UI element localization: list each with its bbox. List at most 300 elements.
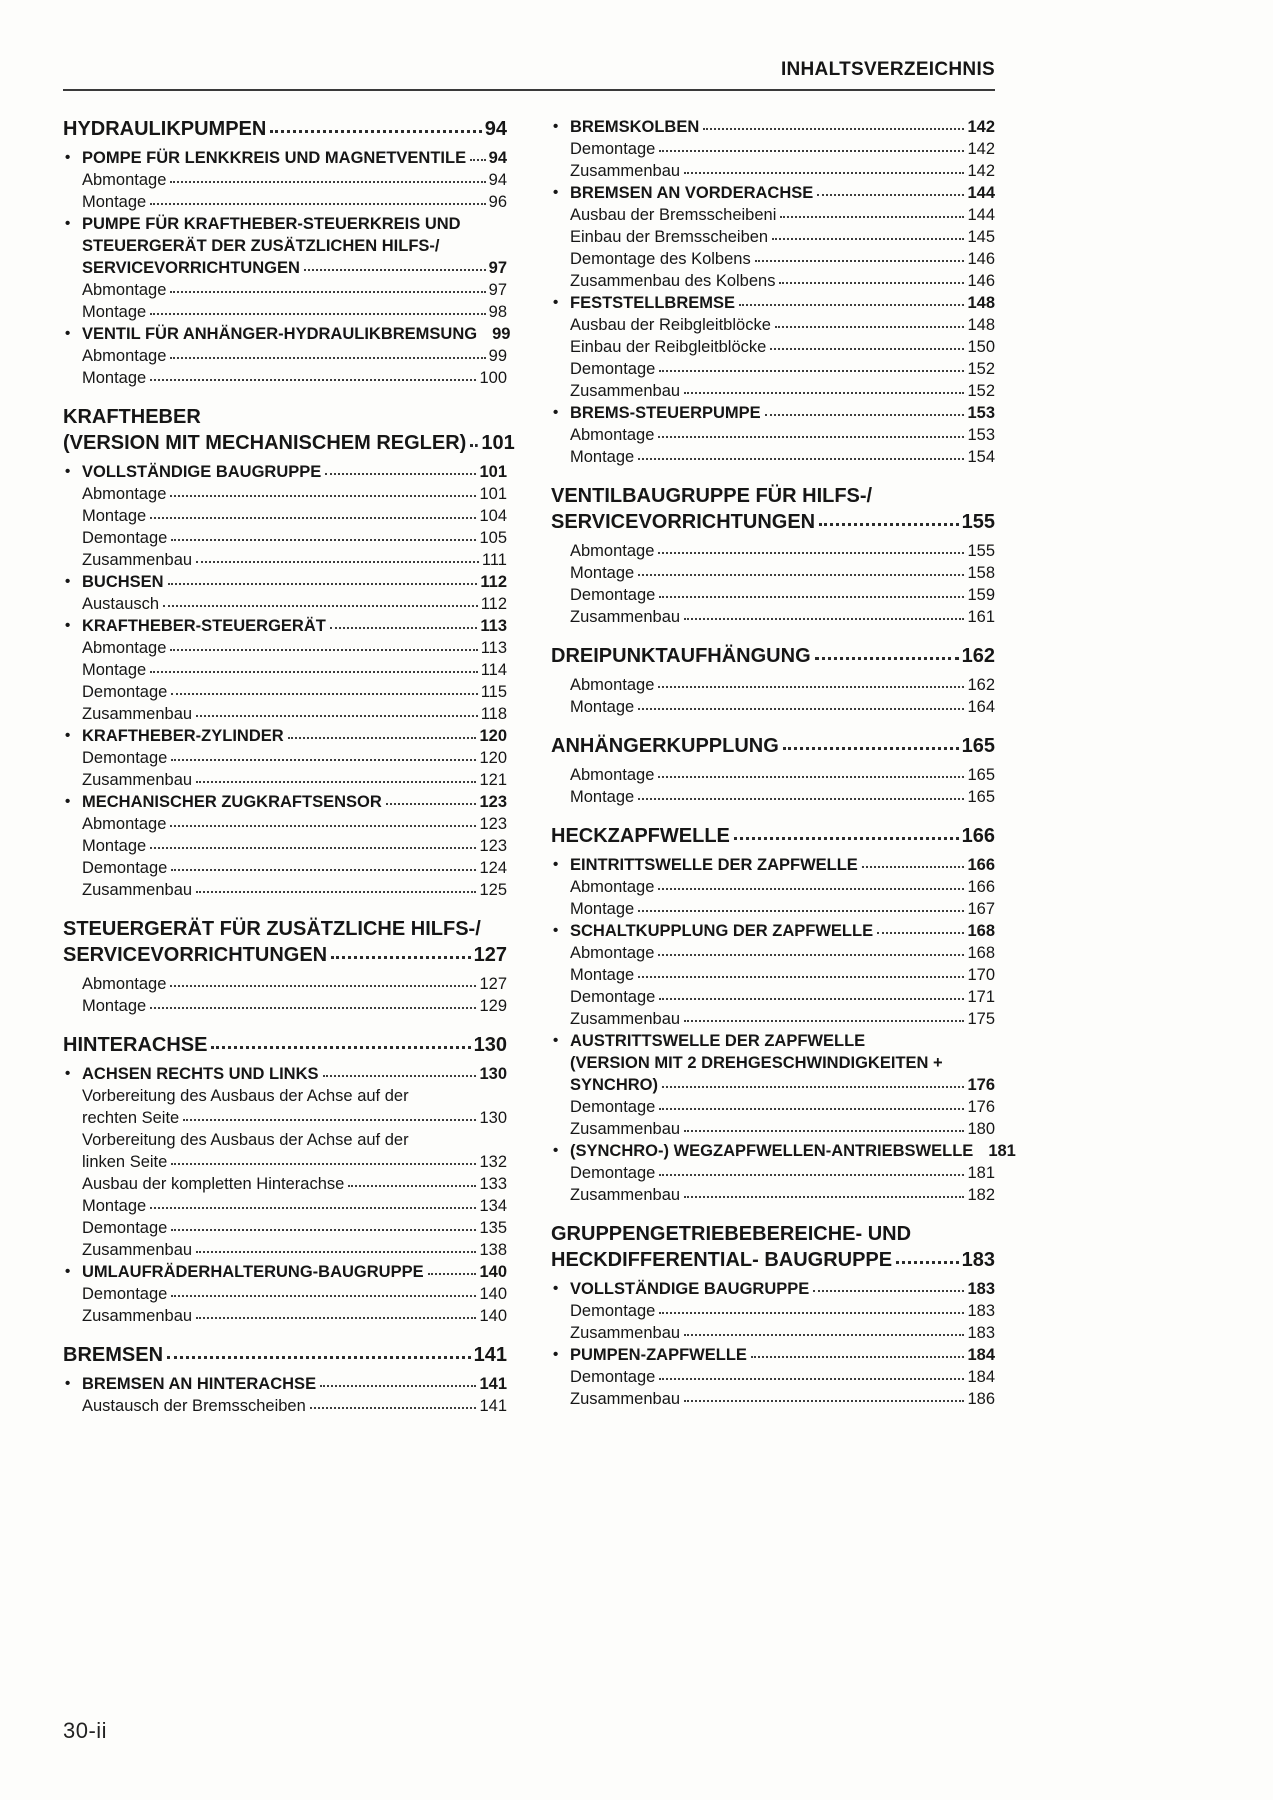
dot-leader: [331, 956, 471, 959]
entry-label: Demontage: [570, 360, 656, 378]
entry-label: Zusammenbau des Kolbens: [570, 272, 776, 290]
toc-entry: [551, 854, 995, 876]
page-number: 94: [488, 171, 507, 189]
toc-entry-line: [63, 995, 507, 1017]
entry-label: Montage: [570, 788, 635, 806]
toc-entry-line: [551, 1140, 1016, 1162]
page-number: 130: [473, 1034, 507, 1056]
toc-entry-line: [63, 942, 507, 968]
entry-label: PUMPEN-ZAPFWELLE: [570, 1346, 747, 1364]
toc-entry-line: [551, 823, 995, 849]
toc-entry: [551, 876, 995, 898]
toc-entry-line: [551, 248, 995, 270]
toc-entry: [551, 1221, 995, 1273]
page-number: 145: [967, 228, 995, 246]
page-number: 124: [479, 859, 507, 877]
page-number: 165: [967, 788, 995, 806]
dot-leader: [171, 1229, 476, 1231]
page-number: 168: [967, 922, 995, 940]
entry-label: VENTILBAUGRUPPE FÜR HILFS-/: [551, 485, 873, 507]
toc-entry: [551, 674, 995, 696]
page-number: 141: [479, 1397, 507, 1415]
entry-label: Abmontage: [82, 281, 167, 299]
dot-leader: [739, 304, 964, 306]
entry-label: Demontage: [82, 529, 168, 547]
toc-entry: [63, 916, 507, 968]
page-number: 142: [967, 140, 995, 158]
toc-entry: [551, 1300, 995, 1322]
toc-entry: [551, 204, 995, 226]
entry-label: HECKDIFFERENTIAL- BAUGRUPPE: [551, 1249, 893, 1271]
dot-leader: [755, 260, 965, 262]
dot-leader: [684, 1334, 964, 1336]
toc-entry: [63, 703, 507, 725]
page-number: 152: [967, 360, 995, 378]
dot-leader: [659, 1312, 964, 1314]
toc-entry: [63, 1283, 507, 1305]
page-number: 134: [479, 1197, 507, 1215]
toc-entry-line: [551, 1096, 995, 1118]
page-number: 98: [488, 303, 507, 321]
toc-entry: [551, 562, 995, 584]
toc-entry: [63, 527, 507, 549]
toc-entry-line: [63, 301, 507, 323]
entry-label: Demontage: [570, 1368, 656, 1386]
dot-leader: [775, 326, 965, 328]
toc-entry-line: [551, 876, 995, 898]
toc-entry-line: [551, 562, 995, 584]
toc-entry-line: [551, 358, 995, 380]
toc-entry: [63, 116, 507, 142]
toc-entry: [63, 791, 507, 813]
dot-leader: [862, 866, 965, 868]
entry-label: FESTSTELLBREMSE: [570, 294, 736, 312]
page-number: 101: [481, 432, 515, 454]
toc-entry-line: [63, 235, 507, 257]
entry-label: MECHANISCHER ZUGKRAFTSENSOR: [82, 793, 382, 811]
dot-leader: [170, 357, 485, 359]
toc-entry-line: [63, 747, 507, 769]
toc-entry: [63, 995, 507, 1017]
toc-entry: [551, 1322, 995, 1344]
page-number: 144: [967, 184, 995, 202]
toc-entry-line: [551, 116, 995, 138]
entry-label: PUMPE FÜR KRAFTHEBER-STEUERKREIS UND: [82, 215, 461, 233]
toc-entry: [63, 1063, 507, 1085]
toc-columns: [63, 116, 1016, 1417]
entry-label: Abmontage: [82, 485, 167, 503]
toc-entry-line: [63, 593, 507, 615]
toc-entry: [551, 964, 995, 986]
page-number: 176: [967, 1098, 995, 1116]
toc-entry-line: [551, 509, 995, 535]
page-number: 123: [479, 793, 507, 811]
dot-leader: [320, 1385, 476, 1387]
toc-entry: [63, 813, 507, 835]
toc-entry-line: [63, 1173, 507, 1195]
entry-label: EINTRITTSWELLE DER ZAPFWELLE: [570, 856, 858, 874]
page-number: 181: [967, 1164, 995, 1182]
entry-label: Abmontage: [82, 975, 167, 993]
dot-leader: [638, 910, 964, 912]
toc-entry-line: [551, 854, 995, 876]
bullet-icon: •: [65, 793, 71, 810]
toc-entry: [551, 226, 995, 248]
entry-label: Abmontage: [570, 426, 655, 444]
entry-label: Austausch: [82, 595, 160, 613]
toc-entry: [63, 857, 507, 879]
dot-leader: [703, 128, 964, 130]
toc-entry-line: [63, 527, 507, 549]
entry-label: Montage: [82, 1197, 147, 1215]
dot-leader: [196, 1317, 476, 1319]
entry-label: Ausbau der Reibgleitblöcke: [570, 316, 771, 334]
page-number: 148: [967, 294, 995, 312]
toc-entry-line: [63, 1305, 507, 1327]
page-number: 167: [967, 900, 995, 918]
page-number: 146: [967, 272, 995, 290]
dot-leader: [658, 954, 964, 956]
page-number: 166: [967, 856, 995, 874]
dot-leader: [658, 888, 964, 890]
toc-entry-line: [63, 147, 507, 169]
dot-leader: [684, 1020, 964, 1022]
entry-label: Demontage: [82, 1285, 168, 1303]
entry-label: Zusammenbau: [82, 771, 193, 789]
toc-entry-line: [63, 430, 515, 456]
entry-label: Demontage: [570, 988, 656, 1006]
toc-entry: [63, 835, 507, 857]
dot-leader: [659, 370, 964, 372]
dot-leader: [171, 869, 476, 871]
entry-label: HECKZAPFWELLE: [551, 825, 730, 847]
dot-leader: [770, 348, 964, 350]
toc-entry: [551, 584, 995, 606]
toc-entry: [63, 213, 507, 279]
page-number: 165: [961, 735, 995, 757]
toc-entry: [551, 1162, 995, 1184]
entry-label: BREMSEN AN HINTERACHSE: [82, 1375, 317, 1393]
page-number: 94: [484, 118, 507, 140]
toc-entry-line: [551, 446, 995, 468]
toc-entry-line: [63, 1063, 507, 1085]
toc-entry-line: [63, 703, 507, 725]
entry-label: AUSTRITTSWELLE DER ZAPFWELLE: [570, 1032, 866, 1050]
toc-entry-line: [63, 637, 507, 659]
dot-leader: [196, 781, 476, 783]
page-number: 123: [479, 815, 507, 833]
toc-entry: [63, 973, 507, 995]
entry-label: Vorbereitung des Ausbaus der Achse auf der: [82, 1131, 409, 1149]
page-number: 161: [967, 608, 995, 626]
entry-label: Zusammenbau: [82, 705, 193, 723]
toc-entry: [63, 301, 507, 323]
entry-label: SYNCHRO): [570, 1076, 659, 1094]
toc-entry-line: [551, 204, 995, 226]
toc-entry-line: [551, 1278, 995, 1300]
toc-entry-line: [63, 769, 507, 791]
page-number: 155: [967, 542, 995, 560]
page-number: 120: [479, 727, 507, 745]
entry-label: Abmontage: [570, 878, 655, 896]
toc-entry: [551, 248, 995, 270]
toc-entry: [63, 404, 515, 456]
bullet-icon: •: [553, 1142, 559, 1159]
dot-leader: [658, 436, 964, 438]
toc-entry-line: [63, 835, 507, 857]
bullet-icon: •: [65, 215, 71, 232]
toc-entry-line: [551, 1030, 995, 1052]
page-number: 133: [479, 1175, 507, 1193]
page-number: 159: [967, 586, 995, 604]
toc-entry: [63, 725, 507, 747]
page-number: 96: [488, 193, 507, 211]
page-number: 154: [967, 448, 995, 466]
entry-label: SERVICEVORRICHTUNGEN: [63, 944, 328, 966]
entry-label: UMLAUFRÄDERHALTERUNG-BAUGRUPPE: [82, 1263, 424, 1281]
dot-leader: [765, 414, 965, 416]
page-number: 166: [967, 878, 995, 896]
entry-label: SERVICEVORRICHTUNGEN: [551, 511, 816, 533]
entry-label: SCHALTKUPPLUNG DER ZAPFWELLE: [570, 922, 874, 940]
entry-label: Demontage: [570, 140, 656, 158]
entry-label: Montage: [570, 900, 635, 918]
toc-entry: [551, 643, 995, 669]
entry-label: BUCHSEN: [82, 573, 164, 591]
dot-leader: [659, 150, 964, 152]
page-number: 138: [479, 1241, 507, 1259]
entry-label: Montage: [570, 966, 635, 984]
dot-leader: [780, 216, 964, 218]
page-number: 101: [479, 463, 507, 481]
toc-entry: [63, 1342, 507, 1368]
toc-entry: [551, 483, 995, 535]
page-number: 127: [473, 944, 507, 966]
header-rule: [63, 89, 995, 91]
toc-entry: [551, 1184, 995, 1206]
page-number: 113: [480, 617, 507, 635]
page-number: 135: [479, 1219, 507, 1237]
toc-entry-line: [63, 1395, 507, 1417]
entry-label: Demontage: [82, 683, 168, 701]
dot-leader: [751, 1356, 965, 1358]
bullet-icon: •: [553, 294, 559, 311]
dot-leader: [817, 194, 964, 196]
page-number: 183: [967, 1324, 995, 1342]
page-number: 182: [967, 1186, 995, 1204]
toc-entry: [551, 1096, 995, 1118]
entry-label: Vorbereitung des Ausbaus der Achse auf der: [82, 1087, 409, 1105]
toc-entry: [551, 402, 995, 424]
dot-leader: [348, 1185, 476, 1187]
bullet-icon: •: [553, 1280, 559, 1297]
page-number: 166: [961, 825, 995, 847]
dot-leader: [170, 495, 476, 497]
entry-label: Zusammenbau: [570, 1120, 681, 1138]
toc-entry-line: [63, 857, 507, 879]
toc-entry-line: [63, 615, 507, 637]
toc-entry-line: [551, 483, 995, 509]
toc-entry: [63, 1032, 507, 1058]
entry-label: rechten Seite: [82, 1109, 180, 1127]
toc-entry-line: [63, 1129, 507, 1151]
toc-entry-line: [63, 571, 507, 593]
dot-leader: [813, 1290, 964, 1292]
entry-label: Montage: [82, 507, 147, 525]
toc-entry-line: [63, 1195, 507, 1217]
bullet-icon: •: [65, 1375, 71, 1392]
page-number: 100: [479, 369, 507, 387]
dot-leader: [638, 574, 964, 576]
dot-leader: [150, 847, 476, 849]
toc-entry: [63, 747, 507, 769]
dot-leader: [684, 172, 964, 174]
entry-label: Zusammenbau: [570, 1186, 681, 1204]
entry-label: Montage: [570, 448, 635, 466]
entry-label: Demontage: [82, 1219, 168, 1237]
toc-entry: [63, 483, 507, 505]
toc-entry-line: [551, 314, 995, 336]
toc-entry: [63, 1217, 507, 1239]
toc-entry-line: [63, 1085, 507, 1107]
toc-entry-line: [63, 116, 507, 142]
dot-leader: [171, 759, 476, 761]
entry-label: (SYNCHRO-) WEGZAPFWELLEN-ANTRIEBSWELLE: [570, 1142, 974, 1160]
entry-label: VENTIL FÜR ANHÄNGER-HYDRAULIKBREMSUNG: [82, 325, 478, 343]
entry-label: Demontage: [570, 586, 656, 604]
entry-label: Demontage: [570, 1098, 656, 1116]
toc-entry: [551, 270, 995, 292]
page-number: 104: [479, 507, 507, 525]
toc-entry: [551, 160, 995, 182]
entry-label: Ausbau der kompletten Hinterachse: [82, 1175, 345, 1193]
entry-label: BREMSKOLBEN: [570, 118, 700, 136]
dot-leader: [270, 130, 481, 133]
dot-leader: [659, 998, 964, 1000]
dot-leader: [815, 657, 959, 660]
toc-entry: [63, 147, 507, 169]
dot-leader: [170, 291, 485, 293]
entry-label: ACHSEN RECHTS UND LINKS: [82, 1065, 319, 1083]
entry-label: Demontage des Kolbens: [570, 250, 751, 268]
dot-leader: [638, 458, 964, 460]
toc-entry: [63, 505, 507, 527]
bullet-icon: •: [65, 325, 71, 342]
toc-entry-line: [63, 483, 507, 505]
toc-entry-line: [551, 1300, 995, 1322]
toc-entry: [551, 292, 995, 314]
toc-entry-line: [551, 160, 995, 182]
toc-entry-line: [551, 270, 995, 292]
page-number: 141: [479, 1375, 507, 1393]
dot-leader: [659, 1108, 964, 1110]
entry-label: Montage: [82, 997, 147, 1015]
entry-label: Zusammenbau: [570, 1010, 681, 1028]
dot-leader: [470, 159, 486, 161]
page-number: 184: [967, 1346, 995, 1364]
dot-leader: [150, 517, 476, 519]
toc-entry: [63, 571, 507, 593]
entry-label: Zusammenbau: [570, 162, 681, 180]
dot-leader: [783, 747, 959, 750]
toc-entry: [551, 733, 995, 759]
dot-leader: [304, 269, 486, 271]
page-number: 183: [967, 1280, 995, 1298]
toc-entry-line: [551, 424, 995, 446]
entry-label: POMPE FÜR LENKKREIS UND MAGNETVENTILE: [82, 149, 467, 167]
toc-entry-line: [551, 402, 995, 424]
page-number: 152: [967, 382, 995, 400]
footer-page-number: 30-ii: [63, 1718, 108, 1743]
toc-entry-line: [551, 226, 995, 248]
toc-entry-line: [551, 1008, 995, 1030]
toc-entry-line: [551, 786, 995, 808]
page-number: 183: [961, 1249, 995, 1271]
entry-label: linken Seite: [82, 1153, 168, 1171]
toc-entry-line: [63, 1239, 507, 1261]
toc-entry: [551, 786, 995, 808]
toc-entry-line: [551, 1388, 995, 1410]
entry-label: GRUPPENGETRIEBEBEREICHE- UND: [551, 1223, 912, 1245]
toc-entry: [551, 446, 995, 468]
page-number: 184: [967, 1368, 995, 1386]
page-number: 155: [961, 511, 995, 533]
dot-leader: [167, 1356, 471, 1359]
dot-leader: [772, 238, 964, 240]
toc-entry-line: [551, 606, 995, 628]
toc-entry-line: [63, 549, 507, 571]
toc-entry: [551, 424, 995, 446]
toc-entry: [551, 1030, 995, 1096]
dot-leader: [428, 1273, 477, 1275]
toc-entry-line: [63, 367, 507, 389]
toc-entry: [63, 1239, 507, 1261]
entry-label: Abmontage: [570, 766, 655, 784]
entry-label: Einbau der Reibgleitblöcke: [570, 338, 767, 356]
entry-label: Montage: [82, 837, 147, 855]
dot-leader: [150, 1007, 476, 1009]
entry-label: Abmontage: [82, 815, 167, 833]
page-number: 158: [967, 564, 995, 582]
entry-label: Zusammenbau: [82, 551, 193, 569]
entry-label: Abmontage: [82, 171, 167, 189]
dot-leader: [150, 671, 477, 673]
entry-label: Zusammenbau: [570, 608, 681, 626]
toc-entry: [63, 1261, 507, 1283]
page-number: 112: [480, 595, 507, 613]
toc-entry: [63, 191, 507, 213]
toc-entry-line: [551, 138, 995, 160]
bullet-icon: •: [65, 1065, 71, 1082]
toc-entry: [63, 615, 507, 637]
toc-entry-line: [63, 213, 507, 235]
dot-leader: [211, 1046, 470, 1049]
toc-entry-line: [63, 1373, 507, 1395]
toc-entry: [551, 1344, 995, 1366]
toc-entry: [63, 169, 507, 191]
entry-label: Austausch der Bremsscheiben: [82, 1397, 306, 1415]
entry-label: STEUERGERÄT FÜR ZUSÄTZLICHE HILFS-/: [63, 918, 481, 940]
dot-leader: [163, 605, 478, 607]
toc-entry: [551, 336, 995, 358]
entry-label: KRAFTHEBER: [63, 406, 201, 428]
toc-entry-line: [551, 643, 995, 669]
toc-entry: [63, 279, 507, 301]
toc-entry: [551, 823, 995, 849]
toc-entry-line: [63, 1107, 507, 1129]
page-number: 176: [967, 1076, 995, 1094]
toc-entry-line: [63, 1283, 507, 1305]
